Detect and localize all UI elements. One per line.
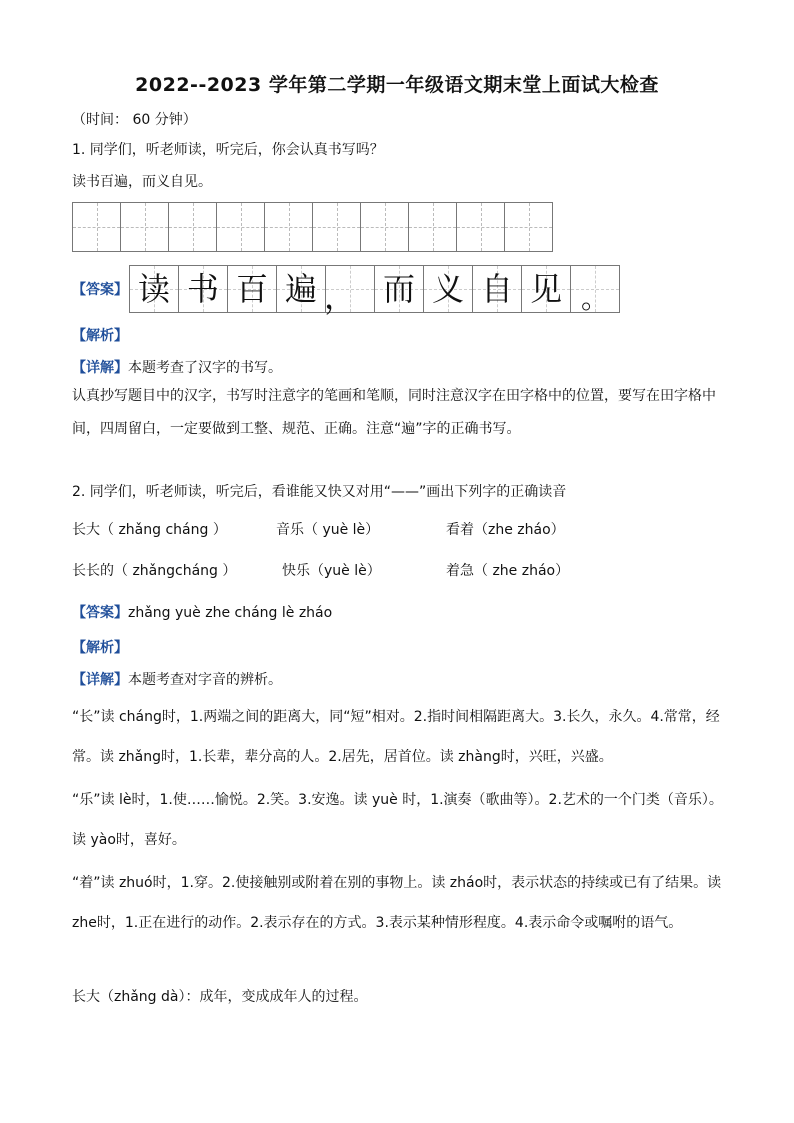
answer-cell: 书 [179, 266, 228, 312]
q2-answer-tag: 【答案】 [72, 605, 128, 621]
q1-question: 1. 同学们，听老师读，听完后，你会认真书写吗？ [72, 142, 384, 158]
grid-cell[interactable] [361, 203, 409, 251]
answer-cell: 义 [424, 266, 473, 312]
answer-grid [129, 265, 620, 316]
grid-cell[interactable] [409, 203, 457, 251]
q2-detail-text: 本题考查对字音的辨析。 [128, 672, 282, 688]
q2-item: 看着（zhe zháo） [446, 522, 565, 538]
q2-detail-tag: 【详解】 [72, 672, 128, 688]
q2-para-zhangda: 长大（zhǎng dà）：成年，变成成年人的过程。 [72, 989, 368, 1005]
grid-cell[interactable] [505, 203, 553, 251]
q1-answer-tag: 【答案】 [72, 282, 128, 298]
q2-item: 长大（ zhǎng cháng ） [72, 522, 227, 538]
q2-para-le: “乐”读 lè时，1.使……愉悦。2.笑。3.安逸。读 yuè 时，1.演奏（歌曲等）。2.艺术的一个门类（音乐）。读 yào时，喜好。 [72, 792, 723, 848]
q2-item: 长长的（ zhǎngcháng ） [72, 563, 237, 579]
q2-analysis-tag: 【解析】 [72, 640, 128, 656]
q1-detail-text: 本题考查了汉字的书写。 [128, 360, 282, 376]
q2-item: 快乐（yuè lè） [282, 563, 381, 579]
time-limit: （时间： 60 分钟） [72, 112, 197, 128]
answer-cell: 百 [228, 266, 277, 312]
grid-cell[interactable] [73, 203, 121, 251]
q1-analysis-tag: 【解析】 [72, 328, 128, 344]
answer-cell: 自 [473, 266, 522, 312]
q2-para-zhe: “着”读 zhuó时，1.穿。2.使接触别或附着在别的事物上。读 zháo时，表示状态的持续或已有了结果。读 zhe时，1.正在进行的动作。2.表示存在的方式。3.表示某种情形程度。4.表示命令或嘱咐的语气。 [72, 875, 722, 931]
grid-cell[interactable] [457, 203, 505, 251]
grid-cell[interactable] [169, 203, 217, 251]
q1-detail-tag: 【详解】 [72, 360, 128, 376]
grid-cell[interactable] [121, 203, 169, 251]
answer-cell: 见 [522, 266, 571, 312]
q2-answer [72, 603, 332, 623]
q2-answer-text: zhǎng yuè zhe cháng lè zháo [128, 605, 333, 621]
grid-cell[interactable] [313, 203, 361, 251]
answer-cell: 。 [571, 266, 620, 312]
q2-para-chang: “长”读 cháng时，1.两端之间的距离大，同“短”相对。2.指时间相隔距离大。3.长久，永久。4.常常，经常。读 zhǎng时，1.长辈，辈分高的人。2.居先，居首位。读 zhàng时，兴旺，兴盛。 [72, 709, 720, 765]
answer-cell: 而 [375, 266, 424, 312]
answer-cell: ， [326, 266, 375, 312]
grid-cell[interactable] [265, 203, 313, 251]
answer-cell: 读 [130, 266, 179, 312]
grid-cell[interactable] [217, 203, 265, 251]
q2-item: 着急（ zhe zháo） [446, 563, 570, 579]
q2-item: 音乐（ yuè lè） [276, 522, 380, 538]
q1-explanation: 认真抄写题目中的汉字，书写时注意字的笔画和笔顺，同时注意汉字在田字格中的位置，要写在田字格中间，四周留白，一定要做到工整、规范、正确。注意“遍”字的正确书写。 [72, 388, 716, 437]
q2-detail [72, 670, 282, 690]
page-title: 2022--2023 学年第二学期一年级语文期末堂上面试大检查 [135, 74, 659, 96]
q1-detail [72, 358, 282, 378]
answer-cell: 遍 [277, 266, 326, 312]
q1-sentence: 读书百遍，而义自见。 [72, 174, 212, 190]
writing-grid [72, 202, 553, 252]
q2-question: 2. 同学们，听老师读，听完后，看谁能又快又对用“——”画出下列字的正确读音 [72, 484, 567, 500]
